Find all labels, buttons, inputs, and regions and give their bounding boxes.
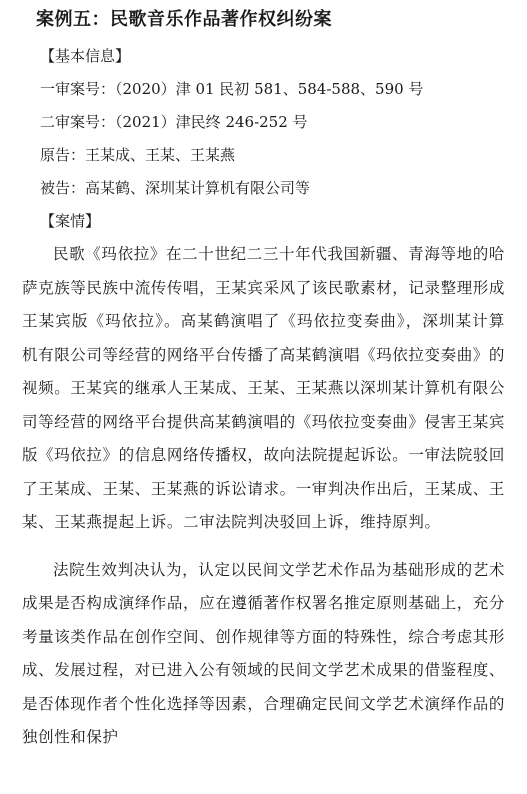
first-instance-case-number: 一审案号：（2020）津 01 民初 581、584-588、590 号 bbox=[40, 80, 424, 98]
basic-info-heading: 【基本信息】 bbox=[40, 47, 131, 65]
court-reasoning-paragraph: 法院生效判决认为，认定以民间文学艺术作品为基础形成的艺术成果是否构成演绎作品，应在遵循著作权署名推定原则基础上，充分考量该类作品在创作空间、创作规律等方面的特殊性，综合考虑其形成、发展过程，对已进入公有领域的民间文学艺术成果的借鉴程度、是否体现作者个性化选择等因素，合理确定民间文学艺术演绎作品的独创性和保护 bbox=[22, 560, 506, 746]
case-facts-paragraph: 民歌《玛依拉》在二十世纪二三十年代我国新疆、青海等地的哈萨克族等民族中流传传唱，王某宾采风了该民歌素材，记录整理形成王某宾版《玛依拉》。高某鹤演唱了《玛依拉变奏曲》，深圳某计算机有限公司等经营的网络平台传播了高某鹤演唱《玛依拉变奏曲》的视频。王某宾的继承人王某成、王某、王某燕以深圳某计算机有限公司等经营的网络平台提供高某鹤演唱的《玛依拉变奏曲》侵害王某宾版《玛依拉》的信息网络传播权，故向法院提起诉讼。一审法院驳回了王某成、王某、王某燕的诉讼请求。一审判决作出后，王某成、王某、王某燕提起上诉。二审法院判决驳回上诉，维持原判。 bbox=[22, 245, 506, 531]
case-facts-heading: 【案情】 bbox=[40, 212, 101, 230]
defendants: 被告：高某鹤、深圳某计算机有限公司等 bbox=[40, 179, 311, 197]
second-instance-case-number: 二审案号：（2021）津民终 246-252 号 bbox=[40, 113, 308, 131]
plaintiffs: 原告：王某成、王某、王某燕 bbox=[40, 146, 236, 164]
case-title: 案例五：民歌音乐作品著作权纠纷案 bbox=[36, 9, 332, 30]
